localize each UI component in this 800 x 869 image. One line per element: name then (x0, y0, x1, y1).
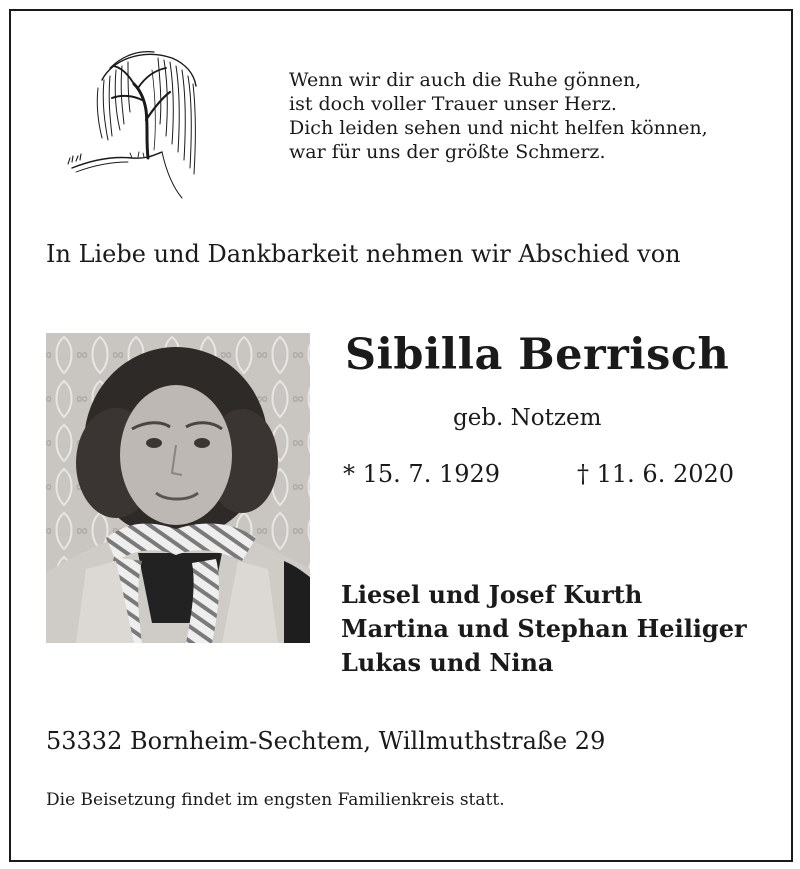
mourner-entry: Lukas und Nina (341, 648, 554, 677)
birth-date: * 15. 7. 1929 (343, 460, 501, 488)
mourner-entry: Liesel und Josef Kurth (341, 580, 643, 609)
portrait-photo (46, 333, 310, 643)
mourner-entry: Martina und Stephan Heiliger (341, 614, 747, 643)
farewell-intro: In Liebe und Dankbarkeit nehmen wir Abschied von (46, 240, 681, 268)
mourners-list (341, 578, 747, 680)
poem-line: Wenn wir dir auch die Ruhe gönnen, (289, 69, 642, 91)
family-address: 53332 Bornheim-Sechtem, Willmuthstraße 29 (46, 727, 606, 755)
deceased-name: Sibilla Berrisch (345, 330, 730, 380)
memorial-poem (289, 68, 708, 164)
birth-name: geb. Notzem (453, 405, 602, 431)
weeping-willow-icon (62, 40, 207, 202)
death-date: † 11. 6. 2020 (577, 460, 735, 488)
poem-line: war für uns der größte Schmerz. (289, 141, 606, 163)
burial-note: Die Beisetzung findet im engsten Familienkreis statt. (46, 790, 505, 810)
poem-line: ist doch voller Trauer unser Herz. (289, 93, 617, 115)
poem-line: Dich leiden sehen und nicht helfen können, (289, 117, 708, 139)
